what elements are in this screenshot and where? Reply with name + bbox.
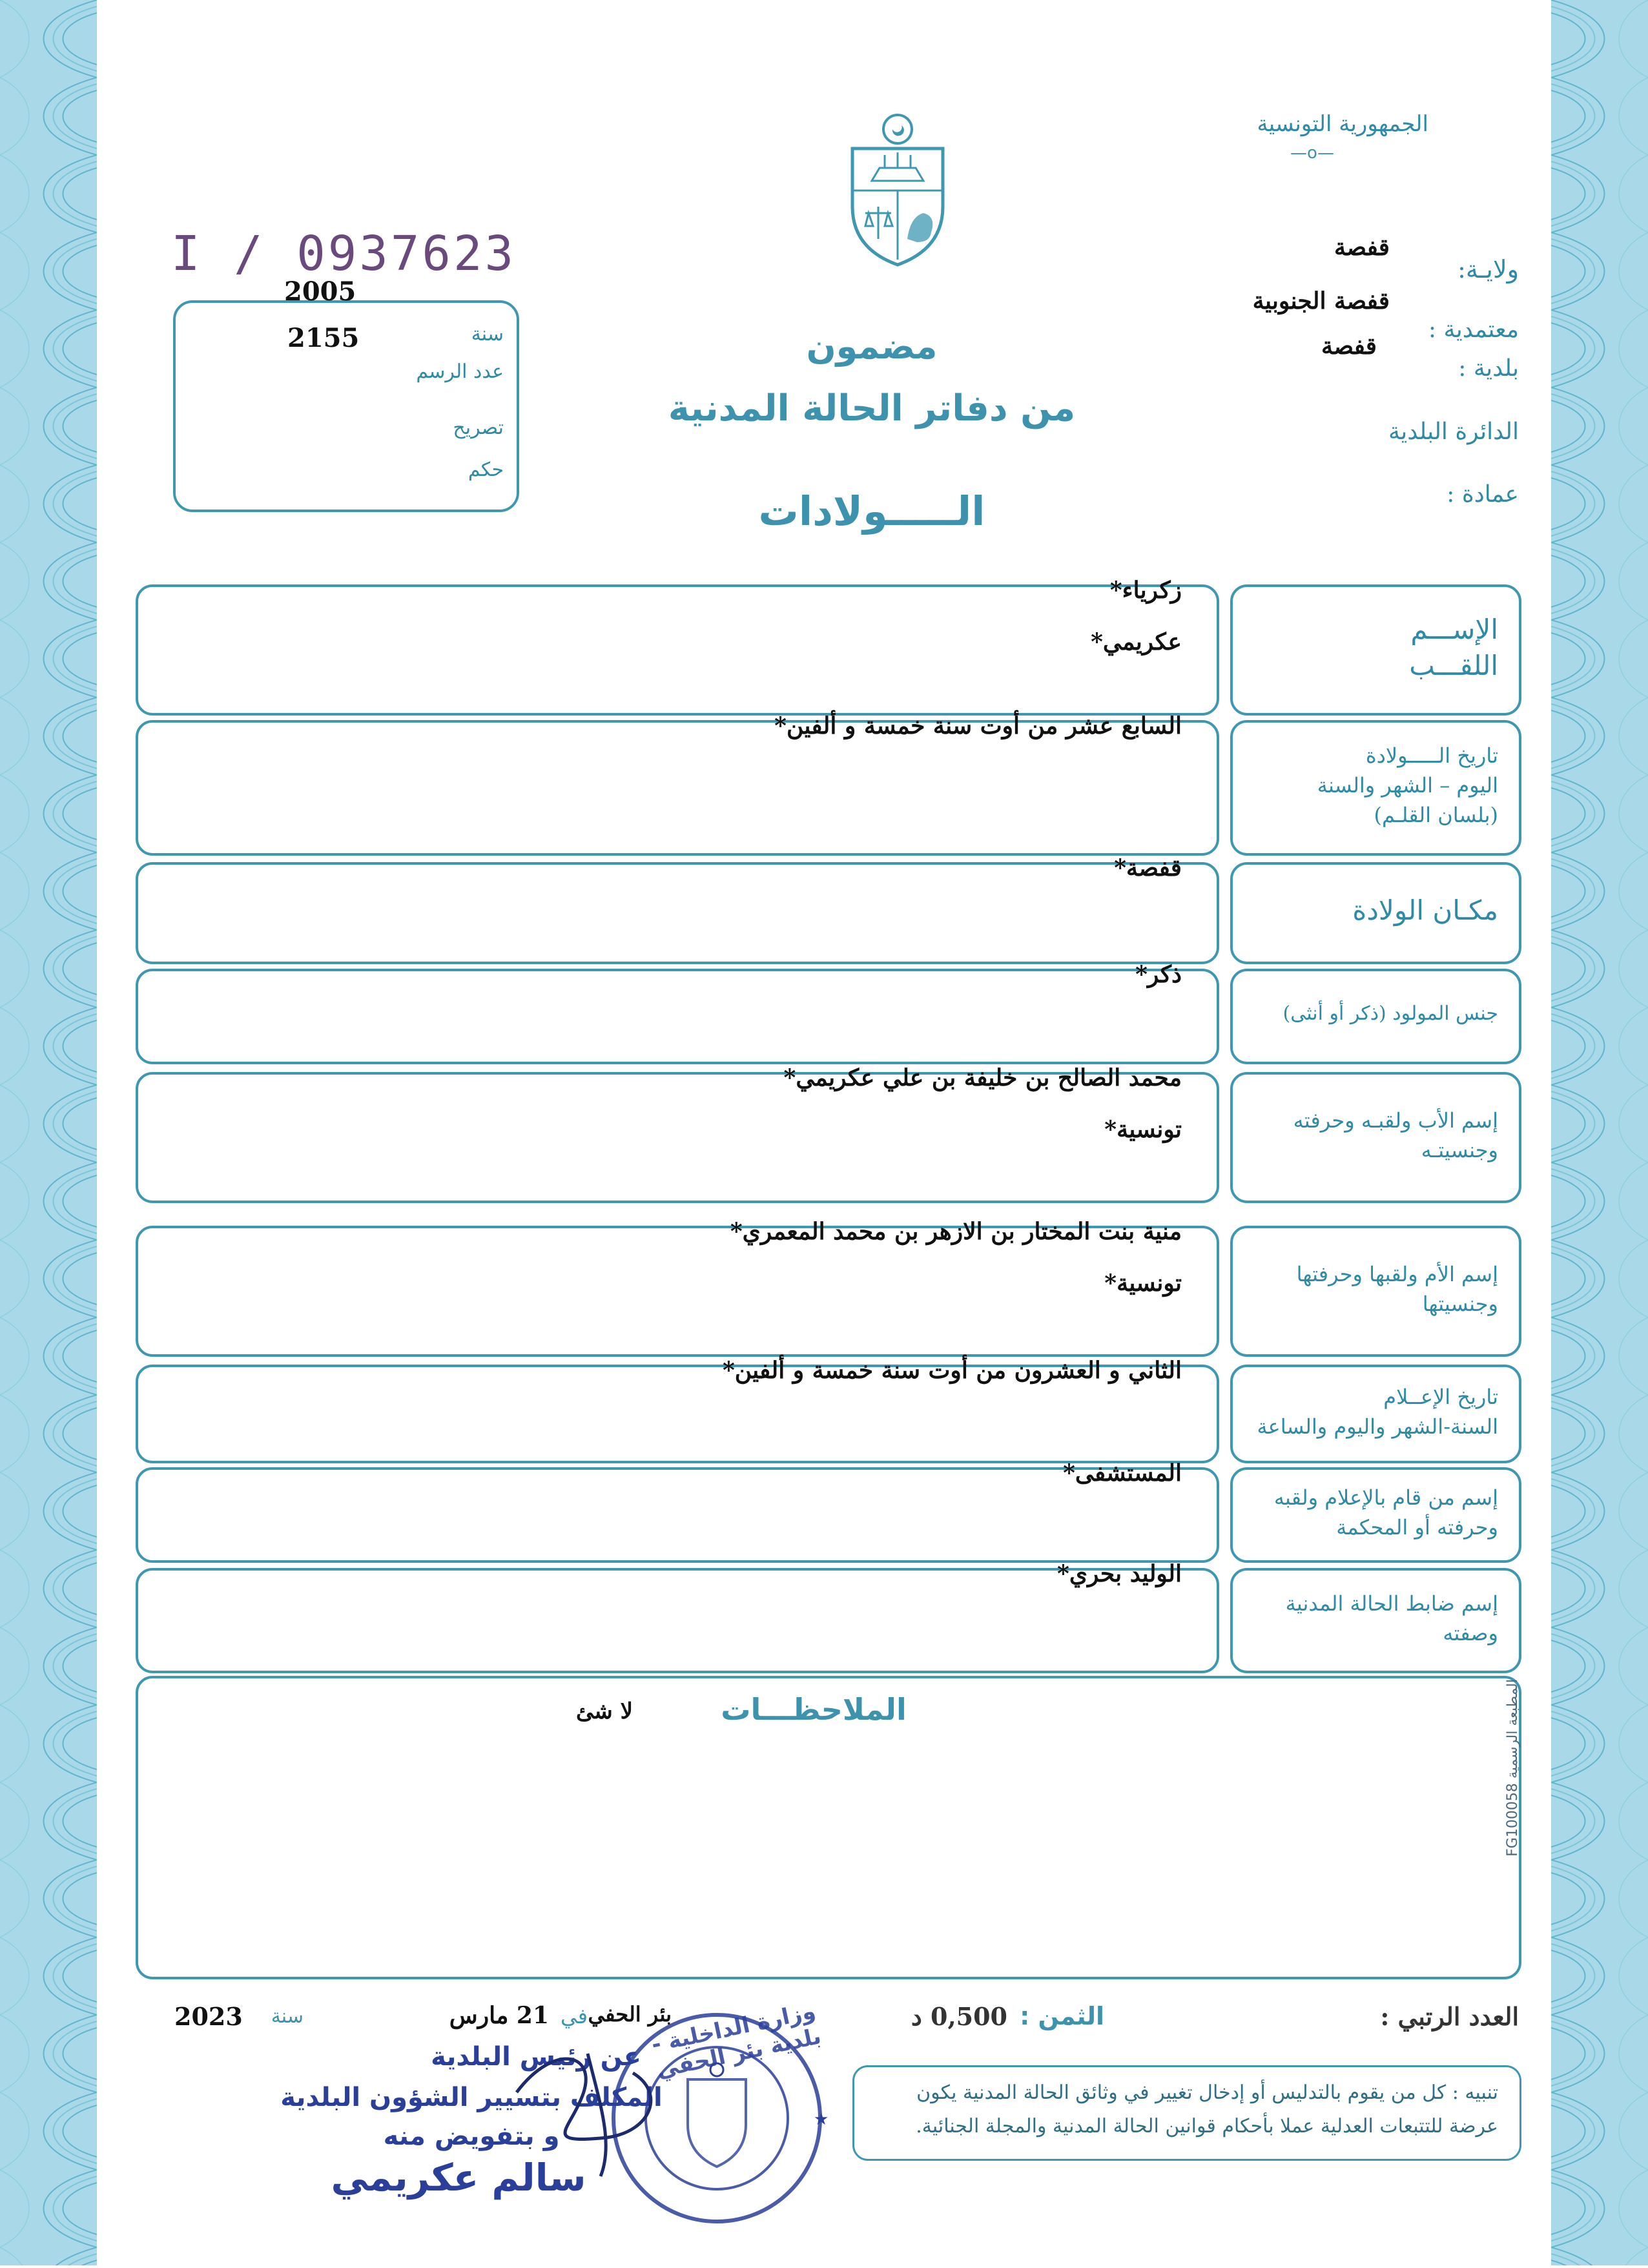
field-value: عكريمي*: [1091, 628, 1182, 655]
field-label: جنس المولود (ذكر أو أنثى): [1282, 1002, 1498, 1025]
municipality-value: قفصة: [1321, 333, 1377, 360]
issue-place: بئر الحفي: [588, 2002, 672, 2026]
field-label: (بلسان القلـم): [1374, 803, 1498, 827]
svg-text:★: ★: [814, 2110, 829, 2129]
field-label: وجنسيتها: [1422, 1291, 1498, 1316]
price-value: 0,500 د: [911, 2002, 1007, 2031]
field-label: وصفته: [1443, 1620, 1498, 1645]
registration-year-value: 2005: [284, 276, 356, 307]
in-word: في: [561, 2004, 588, 2028]
field-value: الوليد بحري*: [1057, 1560, 1182, 1587]
registration-year-label: سنة: [471, 323, 504, 345]
tunisia-coat-of-arms-icon: [833, 110, 962, 271]
field-value: زكرياء*: [1109, 577, 1182, 604]
price-label: الثمن :: [1020, 2002, 1104, 2030]
field-label: السنة-الشهر واليوم والساعة: [1257, 1414, 1498, 1439]
field-label: اللقـــب: [1409, 649, 1498, 681]
field-label: إسم من قام بالإعلام ولقبه: [1273, 1485, 1498, 1510]
field-label: وجنسيتـه: [1421, 1137, 1498, 1162]
registration-number-value: 2155: [287, 323, 360, 353]
registration-number-label: عدد الرسم: [416, 360, 504, 383]
remarks-title: الملاحظـــات: [721, 1692, 907, 1727]
republic-divider: —o—: [1290, 143, 1334, 163]
issue-year-label: سنة: [271, 2005, 304, 2028]
serial-order-label: العدد الرتبي :: [1380, 2002, 1519, 2031]
field-label: اليوم – الشهر والسنة: [1317, 773, 1498, 798]
field-value: الثاني و العشرون من أوت سنة خمسة و ألفين*: [722, 1357, 1182, 1384]
republic-heading: الجمهورية التونسية: [1257, 111, 1428, 137]
municipality-label: بلدية :: [1458, 355, 1519, 382]
issue-date: 21 مارس: [449, 2002, 549, 2029]
judgment-label: حكم: [468, 459, 504, 481]
stamp-line3: و بتفويض منه: [383, 2121, 560, 2151]
stamp-signature-name: سالم عكريمي: [331, 2156, 586, 2200]
printer-code: المطبعة الرسمية FG100058: [1505, 1679, 1521, 1857]
field-label: إسم ضابط الحالة المدنية: [1285, 1591, 1498, 1616]
field-value-box: [136, 720, 1219, 856]
field-label: تاريخ الـــــولادة: [1365, 743, 1498, 768]
field-label: إسم الأم ولقبها وحرفتها: [1296, 1261, 1498, 1286]
omada-label: عمادة :: [1447, 481, 1519, 508]
stamp-line1: عن رئيس البلدية: [431, 2042, 641, 2072]
field-value: المستشفى*: [1063, 1459, 1182, 1487]
field-value: تونسية*: [1104, 1116, 1182, 1143]
left-decorative-border: [0, 0, 97, 2265]
issue-year-value: 2023: [174, 2002, 243, 2031]
delegation-value: قفصة الجنوبية: [1252, 287, 1390, 314]
right-decorative-border: [1551, 0, 1648, 2265]
document-title-line1: مضمون: [806, 326, 938, 367]
remarks-value: لا شئ: [575, 1698, 633, 1724]
district-label: الدائرة البلدية: [1388, 418, 1519, 445]
field-label: الإســـم: [1410, 613, 1498, 645]
field-value: قفصة*: [1114, 854, 1182, 881]
stamp-ring-text: وزارة الداخلية - بلدية بئر الحفي: [649, 1998, 823, 2084]
field-label: وحرفته أو المحكمة: [1336, 1515, 1498, 1540]
field-value: ذكر*: [1135, 961, 1182, 988]
field-value: محمد الصالح بن خليفة بن علي عكريمي*: [783, 1064, 1182, 1091]
field-value: منية بنت المختار بن الازهر بن محمد المعمري*: [730, 1218, 1182, 1245]
delegation-label: معتمدية :: [1428, 316, 1519, 343]
document-title-line2: من دفاتر الحالة المدنية: [668, 387, 1076, 429]
field-label: إسم الأب ولقبـه وحرفته: [1293, 1108, 1498, 1133]
field-value: تونسية*: [1104, 1270, 1182, 1297]
field-label: مكـان الولادة: [1352, 894, 1498, 926]
notice-text: تنبيه : كل من يقوم بالتدليس أو إدخال تغيير في وثائق الحالة المدنية يكون عرضة للتتبعات العدلية عملا بأحكام قوانين الحالة المدنية والمجلة الجنائية.: [916, 2081, 1498, 2138]
stamp-line2: المكلف بتسيير الشؤون البلدية: [280, 2083, 663, 2112]
declaration-label: تصريح: [453, 417, 504, 439]
field-label: تاريخ الإعــلام: [1383, 1384, 1498, 1409]
document-title-births: الـــــولادات: [758, 488, 985, 535]
wilaya-label: ولايـة:: [1457, 255, 1519, 284]
wilaya-value: قفصة: [1334, 234, 1390, 261]
field-value: السابع عشر من أوت سنة خمسة و ألفين*: [774, 712, 1182, 739]
serial-number: I / 0937623: [171, 226, 517, 282]
handwritten-signature: [504, 2015, 685, 2189]
